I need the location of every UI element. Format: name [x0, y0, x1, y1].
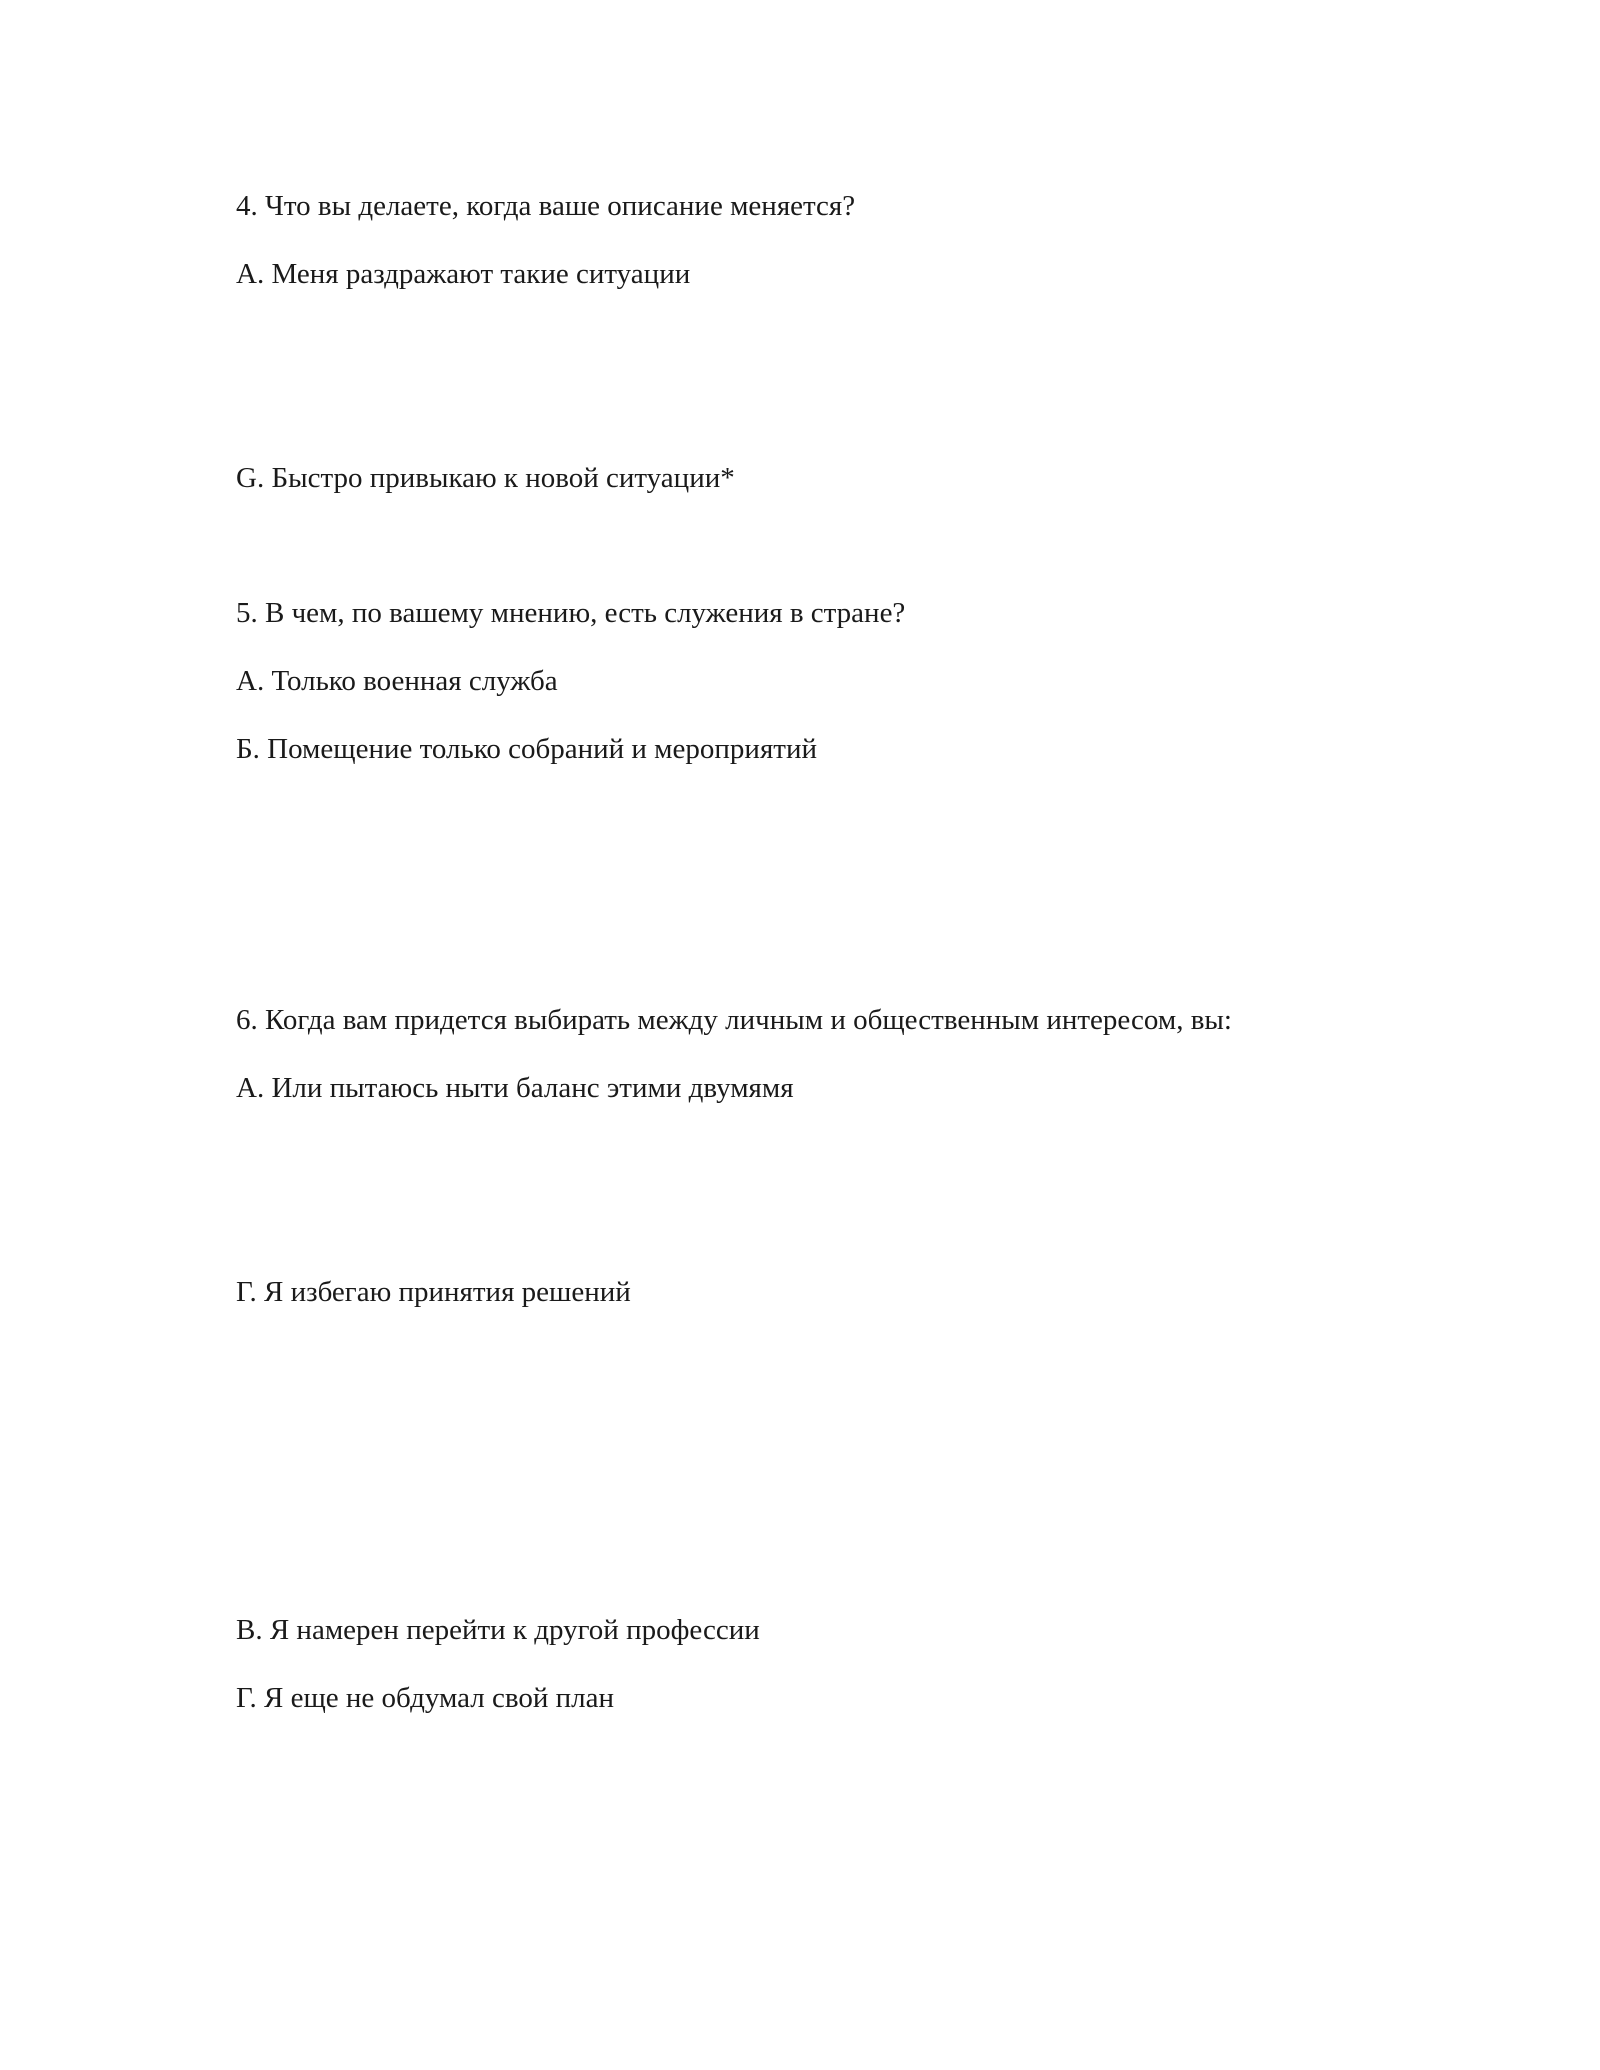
- question-5: 5. В чем, по вашему мнению, есть служения в стране?: [236, 597, 906, 629]
- question-5-option-a: А. Только военная служба: [236, 665, 558, 697]
- question-5-option-b: Б. Помещение только собраний и мероприятий: [236, 733, 817, 765]
- question-4-option-g: G. Быстро привыкаю к новой ситуации*: [236, 462, 735, 494]
- question-7-option-g: Г. Я еще не обдумал свой план: [236, 1682, 614, 1714]
- question-4-option-a: А. Меня раздражают такие ситуации: [236, 258, 691, 290]
- question-6-option-g: Г. Я избегаю принятия решений: [236, 1276, 631, 1308]
- question-6-option-a: А. Или пытаюсь ныти баланс этими двумямя: [236, 1072, 794, 1104]
- question-6: 6. Когда вам придется выбирать между личным и общественным интересом, вы:: [236, 1004, 1232, 1036]
- question-4: 4. Что вы делаете, когда ваше описание меняется?: [236, 190, 856, 222]
- question-7-option-v: В. Я намерен перейти к другой профессии: [236, 1614, 760, 1646]
